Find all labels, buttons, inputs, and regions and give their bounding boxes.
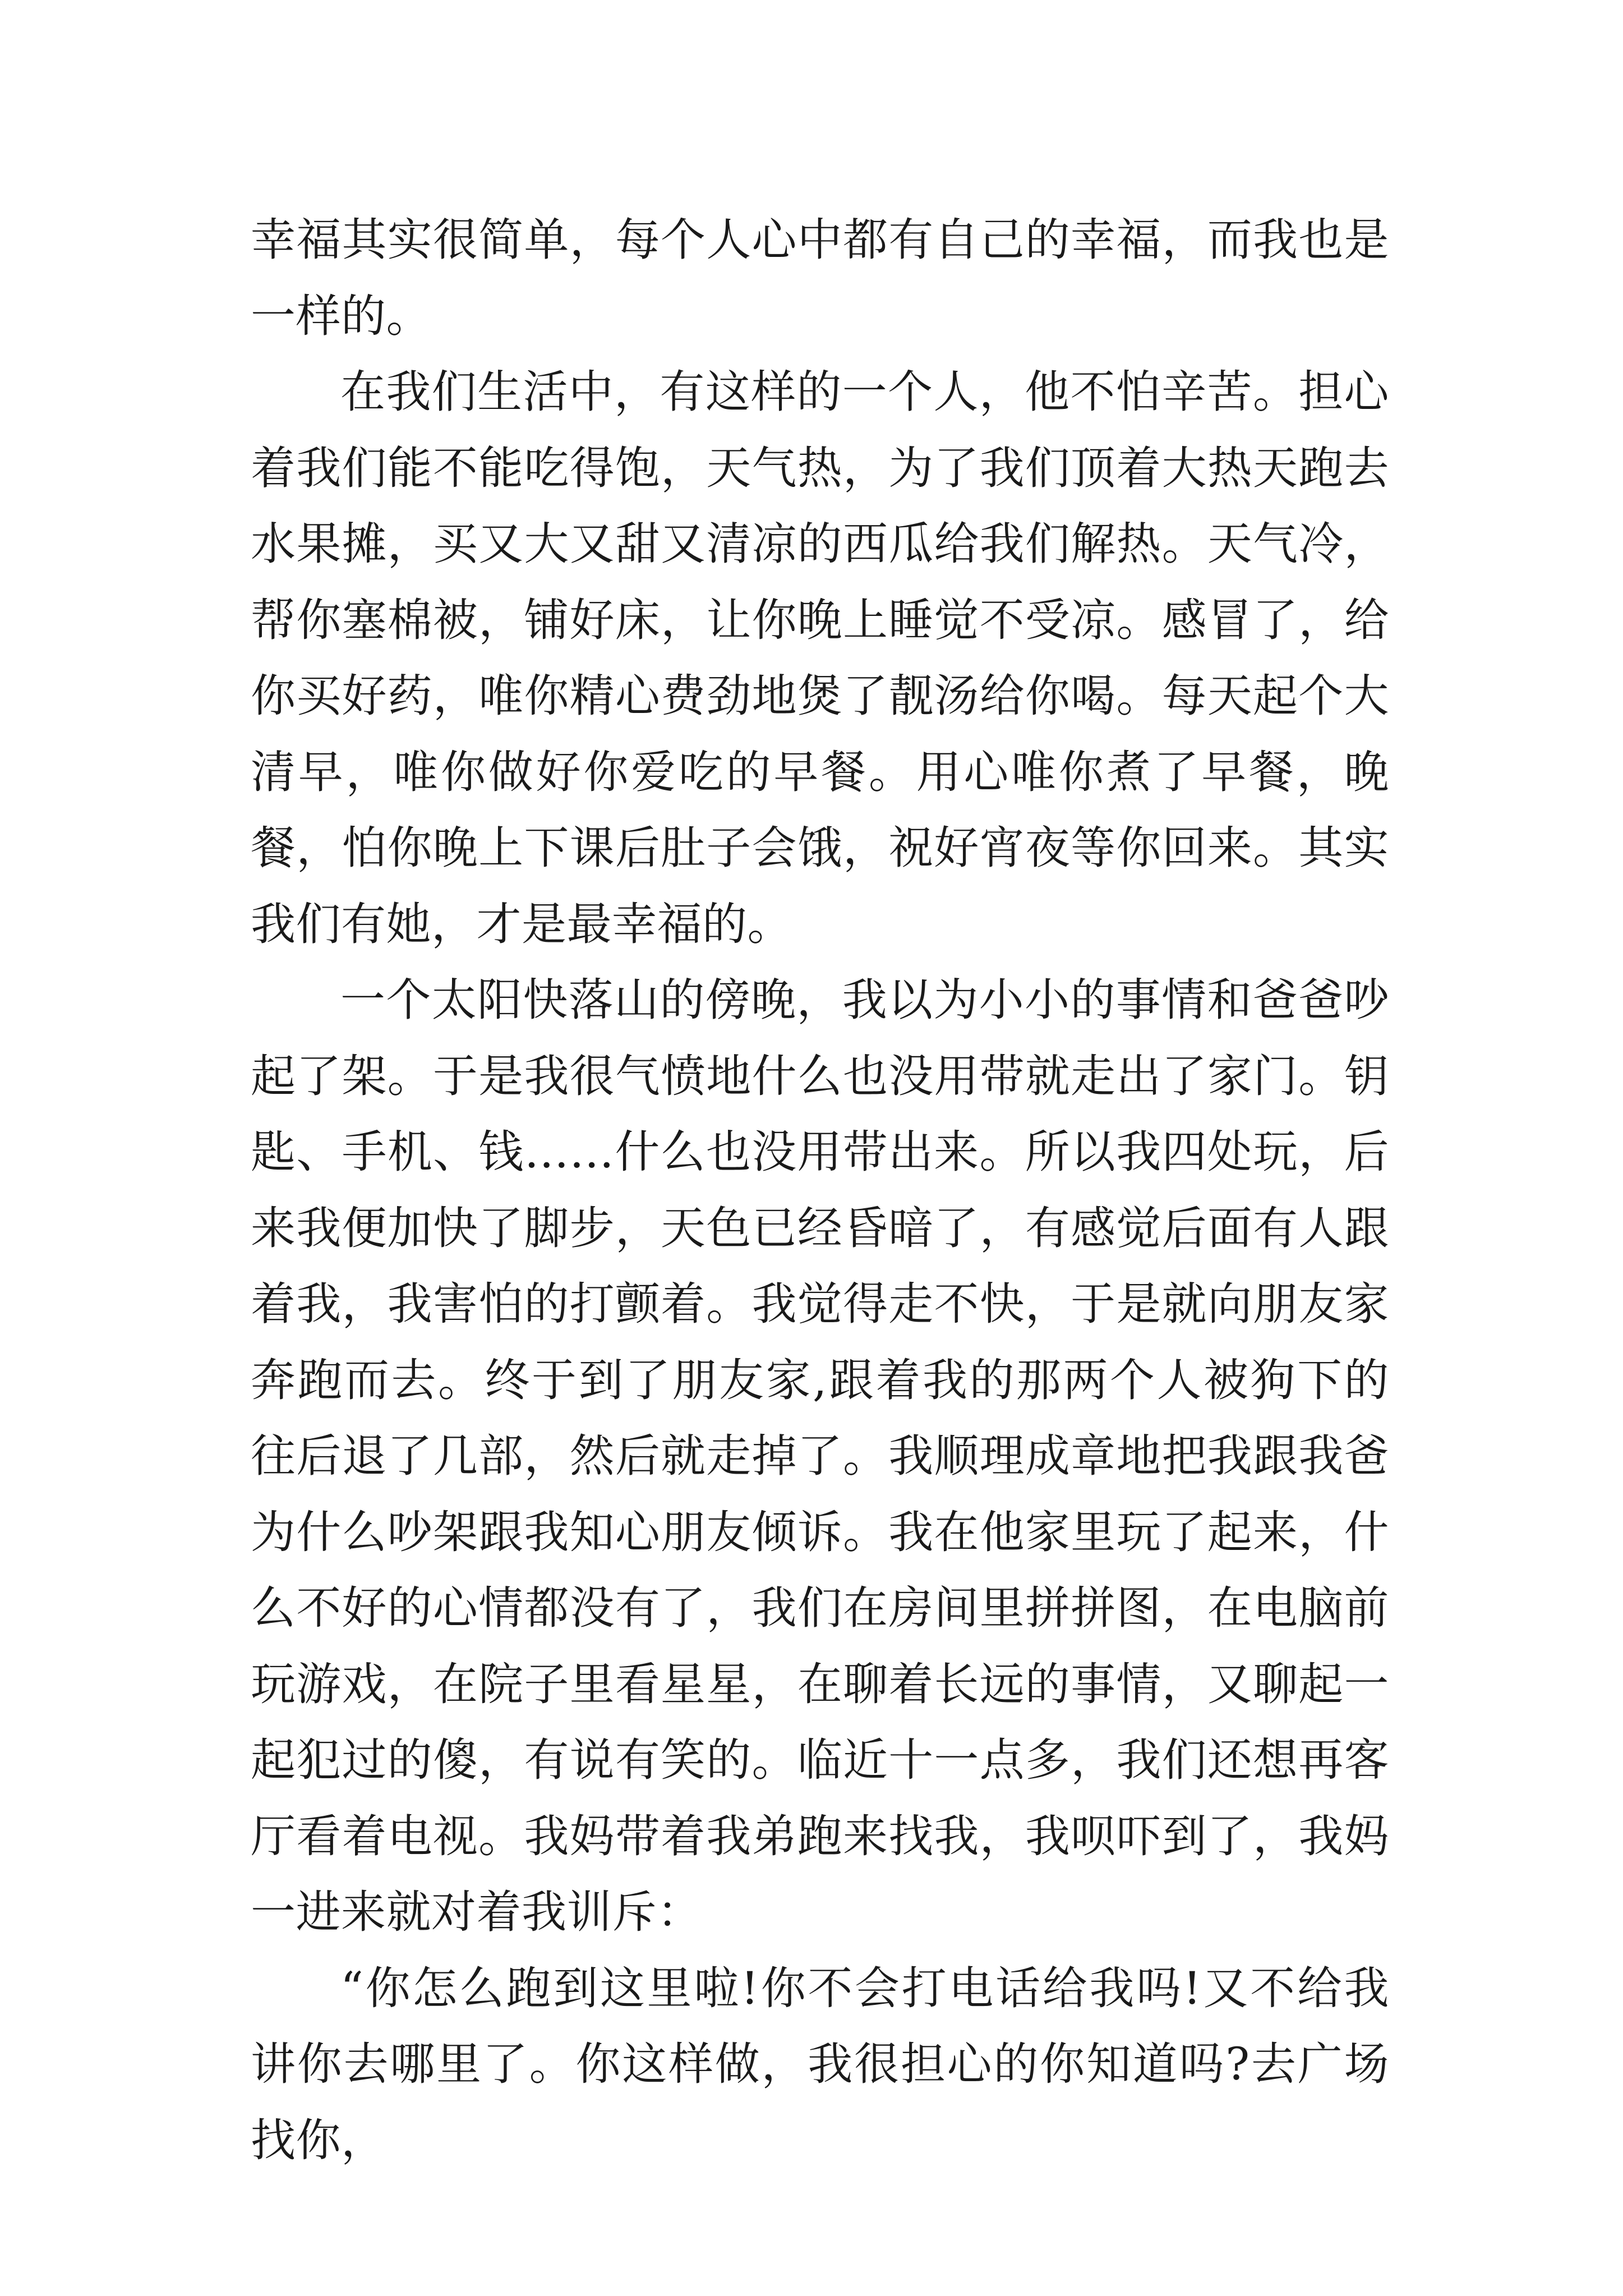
- paragraph-evening-quarrel: 一个太阳快落山的傍晚，我以为小小的事情和爸爸吵起了架。于是我很气愤地什么也没用带就走出了家门。钥匙、手机、钱……什么也没用带出来。所以我四处玩，后来我便加快了脚步，天色已经昏暗了，有感觉后面有人跟着我，我害怕的打颤着。我觉得走不快，于是就向朋友家奔跑而去。终于到了朋友家,跟着我的那两个人被狗下的往后退了几部，然后就走掉了。我顺理成章地把我跟我爸为什么吵架跟我知心朋友倾诉。我在他家里玩了起来，什么不好的心情都没有了，我们在房间里拼拼图，在电脑前玩游戏，在院子里看星星，在聊着长远的事情，又聊起一起犯过的傻，有说有笑的。临近十一点多，我们还想再客厅看着电视。我妈带着我弟跑来找我，我呗吓到了，我妈一进来就对着我训斥：: [251, 974, 1389, 1938]
- paragraph-mother-care: 在我们生活中，有这样的一个人，他不怕辛苦。担心着我们能不能吃得饱，天气热，为了我们顶着大热天跑去水果摊，买又大又甜又清凉的西瓜给我们解热。天气冷，帮你塞棉被，铺好床，让你晚上睡觉不受凉。感冒了，给你买好药，唯你精心费劲地煲了靓汤给你喝。每天起个大清早，唯你做好你爱吃的早餐。用心唯你煮了早餐，晚餐，怕你晚上下课后肚子会饿，祝好宵夜等你回来。其实我们有她，才是最幸福的。: [251, 366, 1389, 950]
- document-body: [251, 202, 1389, 2178]
- paragraph-mother-scolding: “你怎么跑到这里啦!你不会打电话给我吗!又不给我讲你去哪里了。你这样做，我很担心的你知道吗?去广场找你，: [251, 1962, 1389, 2166]
- paragraph-intro: 幸福其实很简单，每个人心中都有自己的幸福，而我也是一样的。: [251, 214, 1389, 342]
